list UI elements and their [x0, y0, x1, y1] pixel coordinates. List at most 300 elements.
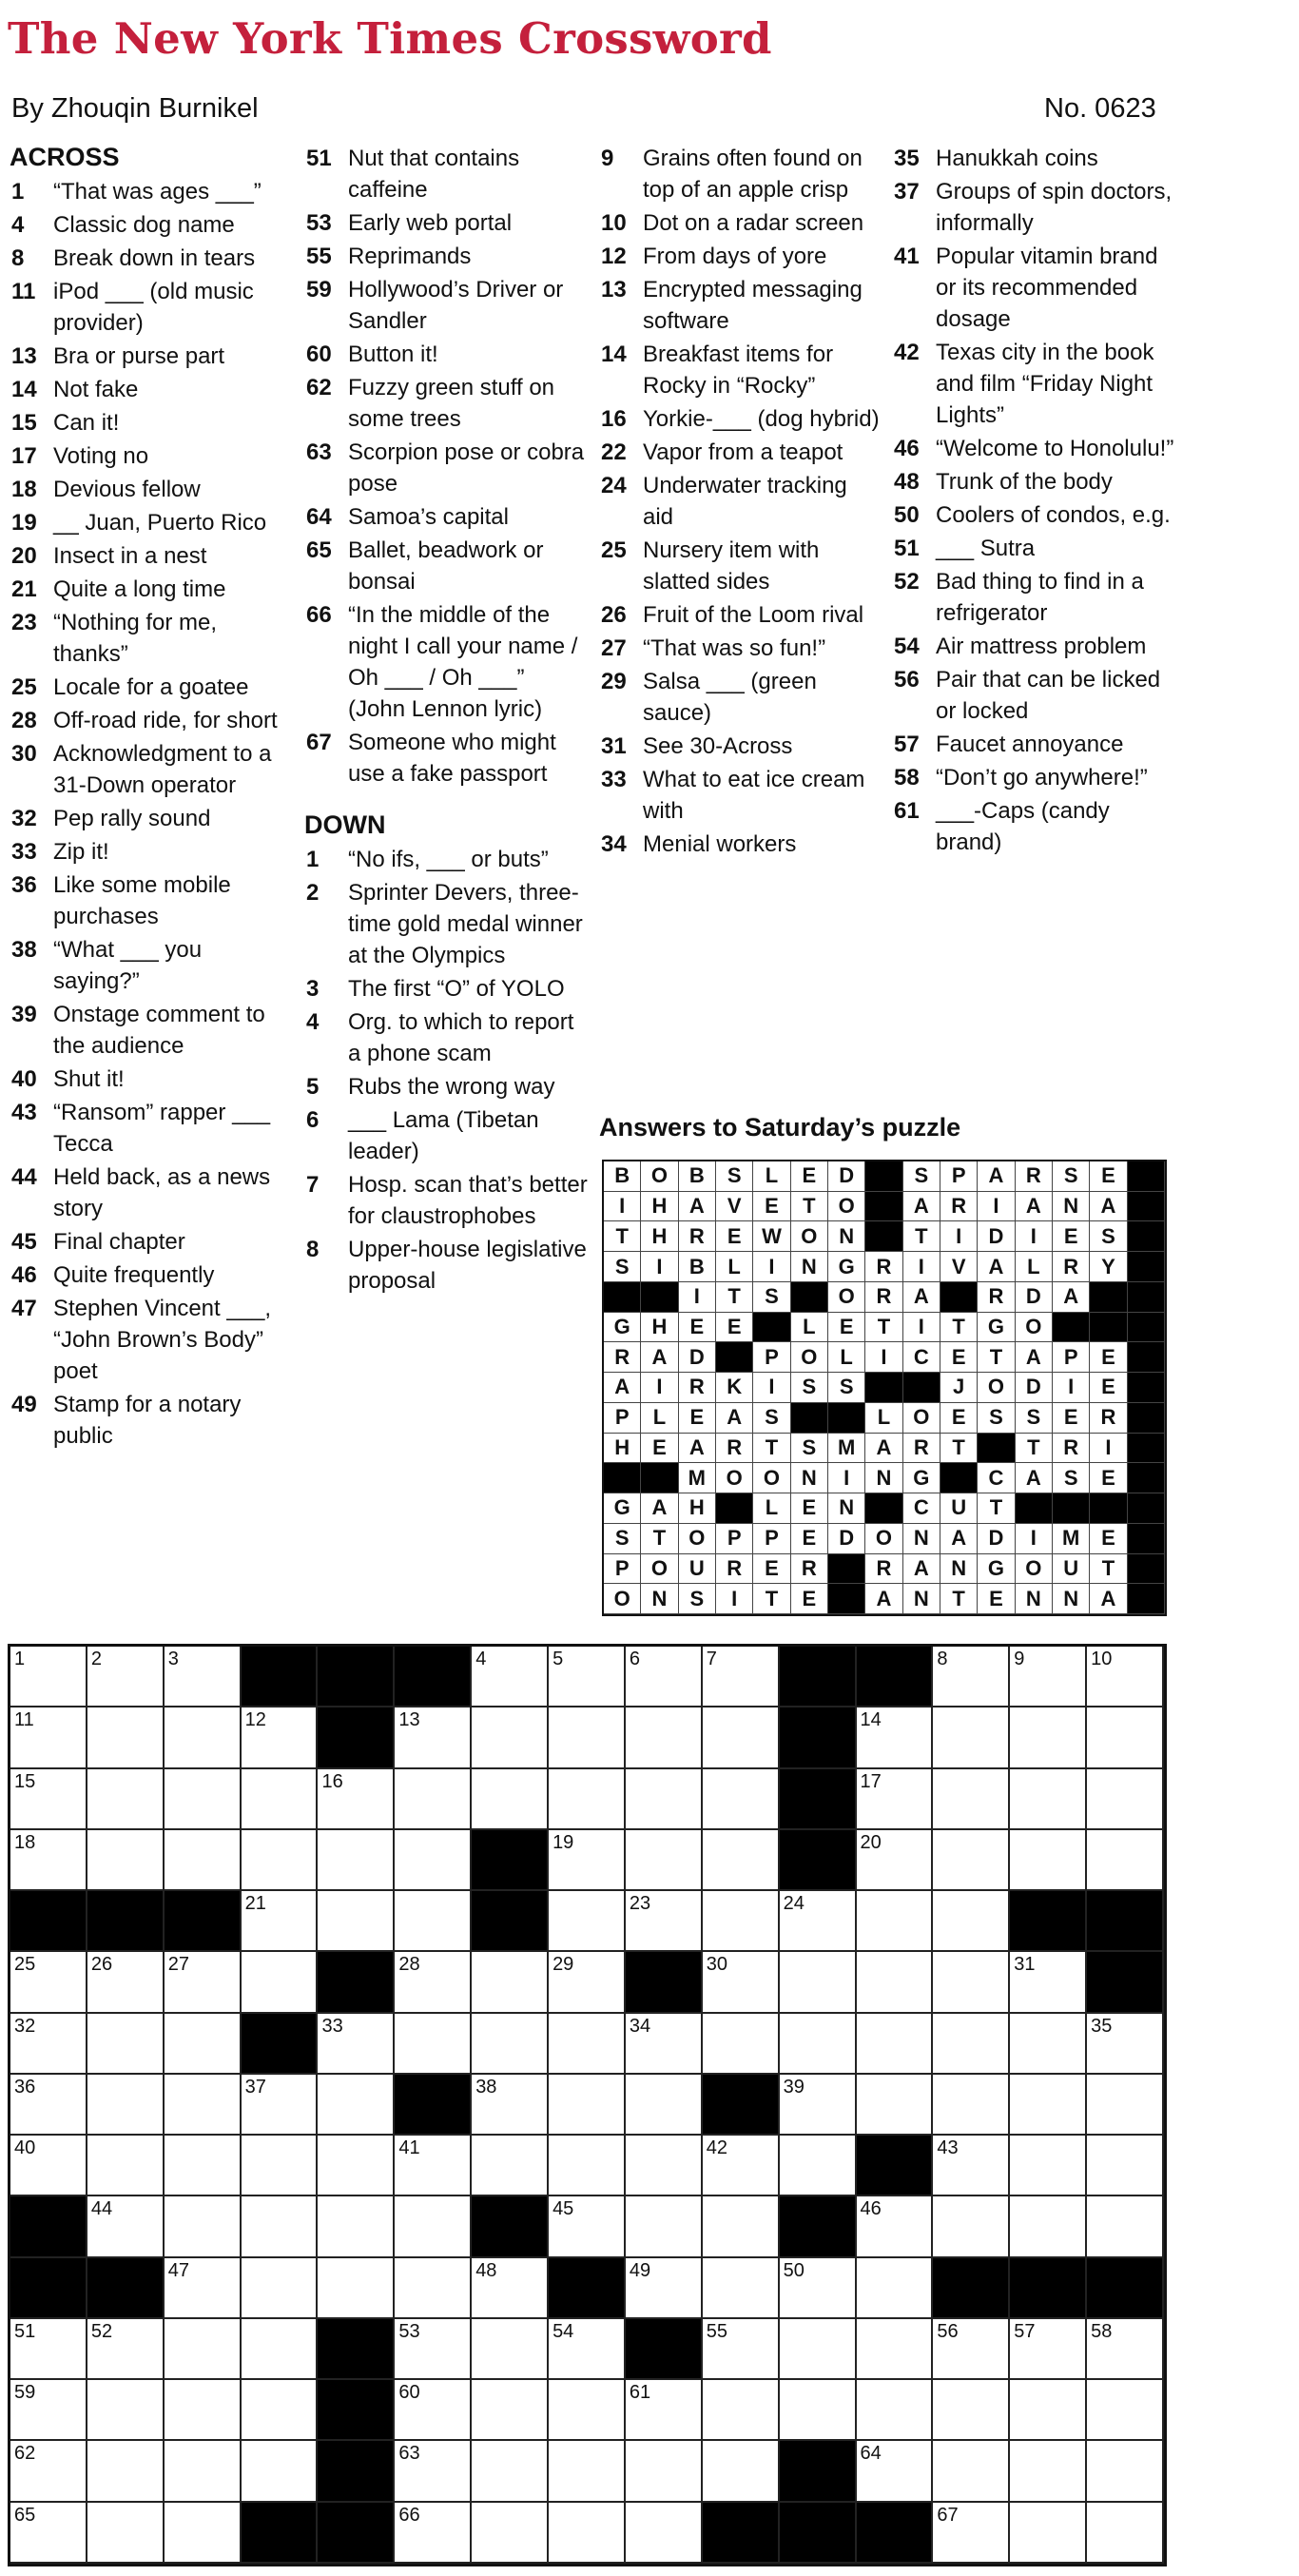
grid-cell[interactable] — [857, 2380, 934, 2441]
grid-cell[interactable] — [395, 1708, 472, 1768]
grid-cell[interactable] — [1010, 2380, 1087, 2441]
grid-cell[interactable] — [703, 2441, 780, 2502]
grid-cell[interactable] — [472, 2075, 549, 2136]
grid-cell[interactable] — [1087, 1830, 1164, 1891]
grid-cell[interactable] — [87, 2319, 165, 2380]
grid-cell[interactable] — [933, 1769, 1010, 1830]
grid-cell[interactable] — [780, 2136, 857, 2196]
grid-cell[interactable] — [626, 1891, 703, 1952]
grid-cell[interactable] — [857, 1769, 934, 1830]
down-clue-26[interactable] — [597, 599, 882, 631]
grid-cell[interactable] — [780, 2380, 857, 2441]
across-clue-67[interactable] — [302, 727, 588, 790]
answer-letter: H — [641, 1221, 678, 1252]
grid-cell[interactable] — [165, 2503, 242, 2564]
grid-cell[interactable] — [1010, 2075, 1087, 2136]
grid-cell[interactable] — [242, 1830, 319, 1891]
grid-cell[interactable] — [626, 2258, 703, 2319]
across-clue-62[interactable] — [302, 372, 588, 435]
grid-cell[interactable] — [10, 1708, 87, 1768]
grid-block — [780, 1708, 857, 1768]
grid-block — [395, 2075, 472, 2136]
answer-block — [1053, 1313, 1090, 1343]
grid-cell[interactable] — [1087, 2503, 1164, 2564]
clue-text: ___ Lama (Tibetan leader) — [348, 1107, 539, 1164]
grid-cell[interactable] — [472, 2014, 549, 2075]
grid-cell[interactable] — [242, 1952, 319, 2013]
grid-cell[interactable] — [395, 1952, 472, 2013]
down-clue-14[interactable] — [597, 339, 882, 401]
answer-letter: U — [940, 1493, 978, 1524]
grid-cell[interactable] — [1010, 2503, 1087, 2564]
grid-cell[interactable] — [1087, 2196, 1164, 2257]
grid-cell-number: 6 — [629, 1649, 641, 1669]
down-clue-2[interactable] — [302, 877, 588, 971]
grid-cell[interactable] — [549, 1708, 626, 1768]
down-clue-56[interactable] — [890, 664, 1175, 727]
grid-cell[interactable] — [626, 2380, 703, 2441]
grid-cell[interactable] — [10, 1769, 87, 1830]
down-clue-61[interactable] — [890, 795, 1175, 858]
grid-cell[interactable] — [87, 2196, 165, 2257]
across-clue-25[interactable] — [8, 672, 293, 703]
grid-cell[interactable] — [549, 2503, 626, 2564]
grid-cell[interactable] — [318, 2196, 395, 2257]
grid-cell[interactable] — [395, 1891, 472, 1952]
grid-cell[interactable] — [857, 2196, 934, 2257]
grid-cell[interactable] — [1010, 2196, 1087, 2257]
down-clue-8[interactable] — [302, 1234, 588, 1297]
grid-cell[interactable] — [318, 2258, 395, 2319]
grid-cell[interactable] — [472, 1952, 549, 2013]
grid-cell[interactable] — [318, 2136, 395, 2196]
grid-cell[interactable] — [472, 2380, 549, 2441]
grid-cell[interactable] — [10, 2380, 87, 2441]
down-clue-29[interactable] — [597, 666, 882, 729]
grid-cell[interactable] — [549, 2380, 626, 2441]
answer-letter: I — [679, 1282, 716, 1313]
down-clue-3[interactable] — [302, 973, 588, 1005]
across-clue-46[interactable] — [8, 1259, 293, 1291]
grid-cell[interactable] — [549, 1830, 626, 1891]
grid-cell[interactable] — [933, 2380, 1010, 2441]
grid-cell[interactable] — [857, 1830, 934, 1891]
across-clue-66[interactable] — [302, 599, 588, 725]
grid-cell[interactable] — [626, 2196, 703, 2257]
answer-letter: A — [1016, 1342, 1053, 1373]
answer-letter: D — [978, 1221, 1015, 1252]
grid-cell[interactable] — [1010, 1830, 1087, 1891]
grid-cell[interactable] — [857, 1708, 934, 1768]
down-clue-31[interactable] — [597, 731, 882, 762]
down-clue-50[interactable] — [890, 499, 1175, 531]
grid-cell[interactable] — [395, 1769, 472, 1830]
grid-cell[interactable] — [242, 2196, 319, 2257]
down-clue-41[interactable] — [890, 241, 1175, 335]
grid-cell[interactable] — [87, 2441, 165, 2502]
grid-cell[interactable] — [10, 1830, 87, 1891]
grid-cell[interactable] — [1010, 2136, 1087, 2196]
grid-cell[interactable] — [857, 2075, 934, 2136]
grid-cell[interactable] — [933, 1952, 1010, 2013]
across-clue-59[interactable] — [302, 274, 588, 337]
down-clue-1[interactable] — [302, 844, 588, 875]
across-clue-28[interactable] — [8, 705, 293, 736]
grid-cell[interactable] — [626, 2136, 703, 2196]
grid-cell[interactable] — [933, 1891, 1010, 1952]
grid-cell[interactable] — [549, 1952, 626, 2013]
grid-cell[interactable] — [165, 2196, 242, 2257]
grid-cell[interactable] — [242, 1708, 319, 1768]
grid-cell[interactable] — [626, 1769, 703, 1830]
down-clue-57[interactable] — [890, 729, 1175, 760]
grid-cell[interactable] — [10, 2319, 87, 2380]
answer-block — [641, 1282, 678, 1313]
grid-cell[interactable] — [165, 2136, 242, 2196]
answer-block — [865, 1161, 902, 1192]
across-clue-39[interactable] — [8, 999, 293, 1062]
across-clue-44[interactable] — [8, 1161, 293, 1224]
grid-cell[interactable] — [1010, 1769, 1087, 1830]
grid-cell[interactable] — [395, 2258, 472, 2319]
grid-cell[interactable] — [1010, 1708, 1087, 1768]
grid-cell[interactable] — [780, 2075, 857, 2136]
grid-block — [10, 1891, 87, 1952]
grid-cell[interactable] — [1010, 1647, 1087, 1708]
grid-cell[interactable] — [10, 1647, 87, 1708]
across-clue-40[interactable] — [8, 1064, 293, 1095]
grid-cell[interactable] — [165, 1769, 242, 1830]
answer-block — [1053, 1493, 1090, 1524]
grid-cell[interactable] — [549, 2319, 626, 2380]
answer-block — [865, 1192, 902, 1222]
down-clue-7[interactable] — [302, 1169, 588, 1232]
grid-cell[interactable] — [318, 1769, 395, 1830]
across-clue-11[interactable] — [8, 276, 293, 339]
grid-cell[interactable] — [703, 2319, 780, 2380]
grid-cell-number: 9 — [1014, 1649, 1025, 1669]
across-clue-13[interactable] — [8, 341, 293, 372]
grid-cell[interactable] — [395, 2441, 472, 2502]
grid-cell[interactable] — [703, 1952, 780, 2013]
grid-cell[interactable] — [472, 2258, 549, 2319]
grid-cell[interactable] — [242, 2136, 319, 2196]
grid-cell[interactable] — [780, 2258, 857, 2319]
grid-cell[interactable] — [703, 2196, 780, 2257]
grid-cell[interactable] — [242, 2319, 319, 2380]
grid-cell-number: 24 — [783, 1893, 805, 1915]
grid-cell[interactable] — [933, 2503, 1010, 2564]
grid-cell[interactable] — [626, 2075, 703, 2136]
grid-cell[interactable] — [395, 2136, 472, 2196]
across-clue-33[interactable] — [8, 836, 293, 868]
down-clue-52[interactable] — [890, 566, 1175, 629]
across-clue-65[interactable] — [302, 535, 588, 597]
grid-cell[interactable] — [626, 2441, 703, 2502]
grid-cell[interactable] — [87, 1769, 165, 1830]
grid-cell[interactable] — [549, 2136, 626, 2196]
across-clue-63[interactable] — [302, 437, 588, 499]
across-clue-17[interactable] — [8, 440, 293, 472]
grid-cell[interactable] — [472, 2319, 549, 2380]
grid-cell[interactable] — [395, 2014, 472, 2075]
down-clue-24[interactable] — [597, 470, 882, 533]
answer-letter: E — [1090, 1161, 1127, 1192]
grid-cell[interactable] — [549, 2196, 626, 2257]
grid-cell[interactable] — [395, 1830, 472, 1891]
grid-cell[interactable] — [933, 1830, 1010, 1891]
section-heading: DOWN — [304, 810, 386, 839]
grid-cell[interactable] — [780, 1952, 857, 2013]
grid-cell[interactable] — [703, 2014, 780, 2075]
grid-cell[interactable] — [10, 2136, 87, 2196]
grid-cell[interactable] — [933, 2319, 1010, 2380]
grid-cell[interactable] — [165, 2441, 242, 2502]
grid-cell[interactable] — [1087, 1708, 1164, 1768]
down-clue-54[interactable] — [890, 631, 1175, 662]
clue-number: 54 — [894, 634, 920, 659]
grid-cell[interactable] — [703, 1830, 780, 1891]
grid-cell[interactable] — [626, 1830, 703, 1891]
grid-cell[interactable] — [549, 2075, 626, 2136]
grid-cell[interactable] — [933, 1708, 1010, 1768]
grid-cell[interactable] — [1010, 2441, 1087, 2502]
grid-cell[interactable] — [242, 2380, 319, 2441]
grid-cell[interactable] — [165, 1830, 242, 1891]
grid-cell[interactable] — [780, 1891, 857, 1952]
across-clue-43[interactable] — [8, 1097, 293, 1160]
down-clue-4[interactable] — [302, 1006, 588, 1069]
grid-cell[interactable] — [87, 2380, 165, 2441]
grid-cell[interactable] — [87, 1647, 165, 1708]
clue-text: Break down in tears — [53, 245, 256, 271]
grid-cell[interactable] — [472, 2136, 549, 2196]
grid-cell[interactable] — [857, 2258, 934, 2319]
across-clue-23[interactable] — [8, 607, 293, 670]
clue-text: Upper-house legislative proposal — [348, 1237, 587, 1294]
grid-cell[interactable] — [395, 2196, 472, 2257]
across-clue-55[interactable] — [302, 241, 588, 272]
grid-cell[interactable] — [318, 2014, 395, 2075]
grid-cell[interactable] — [242, 2441, 319, 2502]
grid-cell[interactable] — [242, 2258, 319, 2319]
down-clue-33[interactable] — [597, 764, 882, 827]
across-clue-4[interactable] — [8, 209, 293, 241]
down-clue-25[interactable] — [597, 535, 882, 597]
grid-cell[interactable] — [165, 2258, 242, 2319]
answer-letter: B — [679, 1252, 716, 1282]
grid-cell[interactable] — [703, 2136, 780, 2196]
grid-cell[interactable] — [549, 2441, 626, 2502]
down-clue-9[interactable] — [597, 143, 882, 205]
answer-letter: M — [679, 1463, 716, 1493]
across-clue-21[interactable] — [8, 574, 293, 605]
across-clue-38[interactable] — [8, 934, 293, 997]
answer-letter: I — [1053, 1373, 1090, 1403]
grid-cell[interactable] — [242, 1769, 319, 1830]
down-clue-35[interactable] — [890, 143, 1175, 174]
grid-block — [472, 1830, 549, 1891]
across-clue-53[interactable] — [302, 207, 588, 239]
down-clue-48[interactable] — [890, 466, 1175, 498]
grid-cell[interactable] — [472, 2441, 549, 2502]
grid-cell[interactable] — [10, 2503, 87, 2564]
down-clue-34[interactable] — [597, 829, 882, 860]
grid-cell[interactable] — [549, 1891, 626, 1952]
grid-cell[interactable] — [1087, 2014, 1164, 2075]
down-clue-42[interactable] — [890, 337, 1175, 431]
grid-cell[interactable] — [780, 2014, 857, 2075]
grid-cell[interactable] — [165, 2075, 242, 2136]
grid-cell[interactable] — [242, 2075, 319, 2136]
down-clue-37[interactable] — [890, 176, 1175, 239]
grid-cell[interactable] — [10, 2014, 87, 2075]
grid-cell[interactable] — [318, 1891, 395, 1952]
grid-cell[interactable] — [1010, 2319, 1087, 2380]
across-clue-49[interactable] — [8, 1389, 293, 1452]
grid-cell[interactable] — [87, 2014, 165, 2075]
across-clue-18[interactable] — [8, 474, 293, 505]
grid-cell[interactable] — [10, 2075, 87, 2136]
grid-cell[interactable] — [472, 1647, 549, 1708]
answer-letter: N — [1053, 1192, 1090, 1222]
grid-cell[interactable] — [165, 1708, 242, 1768]
across-clue-32[interactable] — [8, 803, 293, 834]
clue-number: 22 — [601, 439, 627, 465]
grid-cell[interactable] — [1087, 2441, 1164, 2502]
answer-letter: S — [791, 1434, 828, 1464]
across-clue-45[interactable] — [8, 1226, 293, 1258]
grid-cell[interactable] — [933, 2441, 1010, 2502]
grid-cell[interactable] — [857, 2014, 934, 2075]
clue-column-2 — [302, 143, 588, 1298]
grid-cell[interactable] — [87, 1708, 165, 1768]
grid-block — [318, 1708, 395, 1768]
down-clue-58[interactable] — [890, 762, 1175, 793]
grid-cell[interactable] — [10, 1952, 87, 2013]
grid-cell[interactable] — [472, 2503, 549, 2564]
grid-cell[interactable] — [1087, 2319, 1164, 2380]
clue-text: Yorkie-___ (dog hybrid) — [643, 406, 880, 432]
grid-cell[interactable] — [87, 1952, 165, 2013]
grid-cell[interactable] — [1087, 1769, 1164, 1830]
grid-cell[interactable] — [472, 1708, 549, 1768]
down-clue-16[interactable] — [597, 403, 882, 435]
across-clue-15[interactable] — [8, 407, 293, 439]
grid-cell[interactable] — [87, 1830, 165, 1891]
answer-letter: R — [716, 1554, 753, 1585]
grid-cell[interactable] — [1087, 2075, 1164, 2136]
grid-cell[interactable] — [87, 2136, 165, 2196]
grid-cell[interactable] — [10, 2441, 87, 2502]
down-clue-10[interactable] — [597, 207, 882, 239]
grid-cell[interactable] — [549, 1647, 626, 1708]
grid-cell[interactable] — [395, 2380, 472, 2441]
grid-cell-number: 50 — [783, 2259, 805, 2281]
down-clue-22[interactable] — [597, 437, 882, 468]
down-clue-51[interactable] — [890, 533, 1175, 564]
across-clue-19[interactable] — [8, 507, 293, 538]
across-clue-51[interactable] — [302, 143, 588, 205]
grid-cell[interactable] — [857, 2441, 934, 2502]
grid-cell[interactable] — [318, 2075, 395, 2136]
across-clue-47[interactable] — [8, 1293, 293, 1387]
down-clue-6[interactable] — [302, 1104, 588, 1167]
answer-letter: T — [753, 1584, 790, 1614]
grid-cell[interactable] — [165, 1647, 242, 1708]
grid-cell[interactable] — [549, 1769, 626, 1830]
grid-cell[interactable] — [395, 2503, 472, 2564]
grid-cell[interactable] — [933, 2014, 1010, 2075]
grid-cell[interactable] — [1087, 1647, 1164, 1708]
grid-cell[interactable] — [472, 1769, 549, 1830]
grid-cell[interactable] — [933, 2136, 1010, 2196]
grid-cell[interactable] — [165, 2014, 242, 2075]
answer-letter: T — [978, 1493, 1015, 1524]
grid-cell[interactable] — [626, 1647, 703, 1708]
grid-cell[interactable] — [780, 2319, 857, 2380]
grid-cell[interactable] — [87, 2503, 165, 2564]
across-clue-1[interactable] — [8, 176, 293, 207]
down-clue-12[interactable] — [597, 241, 882, 272]
grid-cell[interactable] — [703, 1647, 780, 1708]
grid-cell[interactable] — [626, 2503, 703, 2564]
grid-cell[interactable] — [703, 2380, 780, 2441]
grid-cell[interactable] — [703, 1708, 780, 1768]
grid-cell[interactable] — [1010, 2014, 1087, 2075]
grid-cell[interactable] — [857, 1891, 934, 1952]
grid-cell[interactable] — [857, 1952, 934, 2013]
grid-cell[interactable] — [857, 2319, 934, 2380]
grid-cell[interactable] — [1010, 1952, 1087, 2013]
grid-cell[interactable] — [242, 1891, 319, 1952]
grid-cell[interactable] — [1087, 2136, 1164, 2196]
answer-letter: R — [1053, 1252, 1090, 1282]
grid-cell[interactable] — [933, 2075, 1010, 2136]
across-clue-20[interactable] — [8, 540, 293, 572]
across-clue-64[interactable] — [302, 501, 588, 533]
grid-cell[interactable] — [626, 1708, 703, 1768]
grid-cell[interactable] — [703, 1891, 780, 1952]
grid-cell[interactable] — [395, 2319, 472, 2380]
down-clue-5[interactable] — [302, 1071, 588, 1103]
across-clue-30[interactable] — [8, 738, 293, 801]
across-clue-36[interactable] — [8, 869, 293, 932]
down-clue-46[interactable] — [890, 433, 1175, 464]
clue-number: 39 — [11, 1002, 37, 1027]
grid-cell[interactable] — [318, 1830, 395, 1891]
grid-cell[interactable] — [549, 2014, 626, 2075]
grid-cell[interactable] — [165, 2319, 242, 2380]
grid-cell[interactable] — [1087, 2380, 1164, 2441]
across-clue-8[interactable] — [8, 243, 293, 274]
clue-text: Hosp. scan that’s better for claustrophobes — [348, 1172, 588, 1229]
grid-cell[interactable] — [933, 2196, 1010, 2257]
grid-cell[interactable] — [165, 1952, 242, 2013]
across-clue-60[interactable] — [302, 339, 588, 370]
grid-cell[interactable] — [703, 2258, 780, 2319]
down-clue-13[interactable] — [597, 274, 882, 337]
grid-cell[interactable] — [165, 2380, 242, 2441]
clue-text: See 30-Across — [643, 733, 793, 759]
down-clue-27[interactable] — [597, 633, 882, 664]
grid-cell[interactable] — [87, 2075, 165, 2136]
answer-letter: M — [1053, 1524, 1090, 1554]
grid-cell[interactable] — [933, 1647, 1010, 1708]
across-clue-14[interactable] — [8, 374, 293, 405]
grid-cell[interactable] — [703, 1769, 780, 1830]
grid-cell[interactable] — [626, 2014, 703, 2075]
